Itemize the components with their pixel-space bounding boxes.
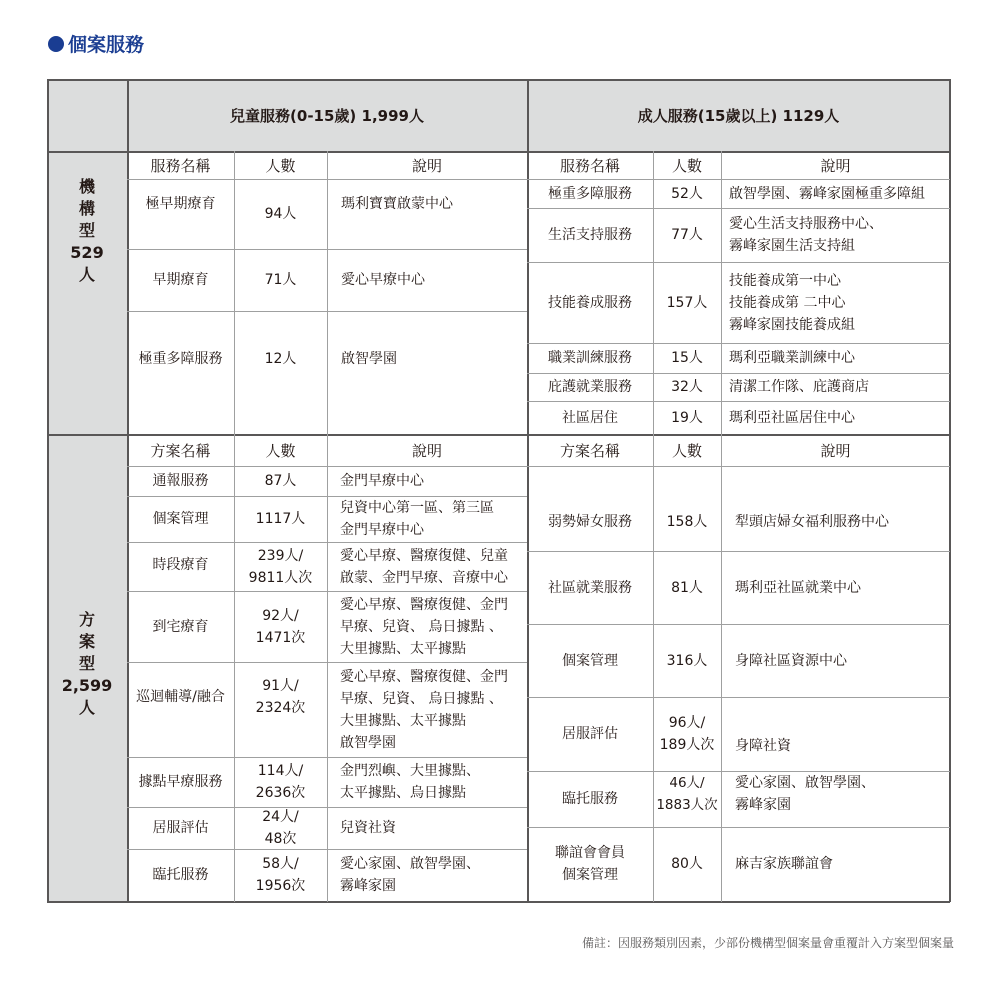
table-cell: 239人/ 9811人次 [248,547,313,586]
table-cell: 個案管理 [562,652,618,669]
table-cell: 114人/ 2636次 [255,763,306,801]
inst-adult-col-count: 人數 [671,156,702,175]
table-cell: 94人 [264,206,297,222]
table-cell: 到宅療育 [152,618,209,635]
table-cell: 58人/ 1956次 [255,856,306,894]
table-cell: 兒資社資 [340,820,396,836]
table-cell: 19人 [671,409,703,426]
table-cell: 犁頭店婦女福利服務中心 [735,513,889,530]
table-cell: 極重多障服務 [548,185,632,202]
table-cell: 87人 [264,473,297,489]
table-cell: 身障社區資源中心 [735,652,847,669]
inst-adult-col-name: 服務名稱 [559,156,620,175]
table-cell: 1117人 [255,511,306,527]
table-cell: 弱勢婦女服務 [548,513,632,530]
table-cell: 巡迴輔導/融合 [136,689,225,705]
prog-child-col-count: 人數 [265,441,296,460]
table-cell: 居服評估 [562,726,618,742]
table-cell: 時段療育 [152,557,209,573]
table-cell: 32人 [671,379,703,395]
table-cell: 據點早療服務 [138,774,223,790]
table-cell: 96人/ 189人次 [659,715,715,753]
table-cell: 技能養成第一中心 技能養成第 二中心 霧峰家園技能養成組 [729,272,855,333]
inst-child-col-count: 人數 [265,156,296,175]
prog-child-col-name: 方案名稱 [150,441,211,460]
table-cell: 77人 [671,227,703,243]
table-cell: 24人/ 48次 [262,809,299,847]
table-cell: 聯誼會會員 個案管理 [555,845,625,883]
table-cell: 極重多障服務 [138,351,223,367]
table-cell: 157人 [666,294,708,311]
table-cell: 158人 [666,513,708,530]
table-cell: 社區就業服務 [548,579,632,596]
inst-child-col-name: 服務名稱 [150,156,211,175]
table-cell: 麻吉家族聯誼會 [735,856,833,872]
table-cell: 愛心早療、醫療復健、兒童 啟蒙、金門早療、音療中心 [340,547,508,586]
table-cell: 52人 [671,185,703,202]
adult-service-header: 成人服務(15歲以上) 1129人 [637,106,840,125]
table-cell: 瑪利亞社區居住中心 [729,409,855,426]
prog-adult-col-count: 人數 [671,441,702,460]
table-cell: 啟智學園 [341,351,397,367]
table-cell: 居服評估 [152,820,209,836]
table-cell: 社區居住 [562,409,618,426]
prog-child-col-desc: 說明 [411,441,442,460]
prog-adult-col-name: 方案名稱 [559,441,620,460]
institution-type-label: 機 構 型 529 人 [70,177,104,284]
table-cell: 46人/ 1883人次 [656,775,718,813]
table-cell: 極早期療育 [145,196,216,212]
table-cell: 91人/ 2324次 [255,678,306,716]
table-cell: 臨托服務 [562,791,618,807]
program-type-label: 方 案 型 2,599 人 [61,610,113,717]
table-cell: 金門烈嶼、大里據點、 太平據點、烏日據點 [340,763,480,801]
child-service-header: 兒童服務(0-15歲) 1,999人 [230,106,424,125]
table-cell: 71人 [264,272,297,288]
table-cell: 愛心早療、醫療復健、金門 早療、兒資、 烏日據點 、 大里據點、太平據點 [340,596,508,657]
table-cell: 早期療育 [152,272,209,288]
footnote: 備註：因服務類別因素，少部份機構型個案量會重覆計入方案型個案量 [581,936,954,950]
case-service-table [47,79,950,902]
table-cell: 兒資中心第一區、第三區 金門早療中心 [340,500,494,538]
table-cell: 愛心早療中心 [341,272,425,288]
table-cell: 愛心生活支持服務中心、 霧峰家園生活支持組 [729,216,883,254]
section-title-text: 個案服務 [68,34,145,56]
table-cell: 愛心家園、啟智學園、 霧峰家園 [340,856,480,894]
table-cell: 92人/ 1471次 [255,607,306,646]
table-cell: 金門早療中心 [340,473,424,489]
table-cell: 庇護就業服務 [548,379,632,395]
table-cell: 愛心家園、啟智學園、 霧峰家園 [735,775,875,813]
table-cell: 清潔工作隊、庇護商店 [729,379,869,395]
table-cell: 81人 [671,579,703,596]
table-cell: 個案管理 [152,511,209,527]
table-cell: 愛心早療、醫療復健、金門 早療、兒資、 烏日據點 、 大里據點、太平據點 啟智學園 [340,668,508,751]
table-cell: 臨托服務 [152,867,209,883]
table-cell: 通報服務 [152,473,209,489]
table-cell: 80人 [671,856,703,872]
table-cell: 瑪利亞社區就業中心 [735,579,861,596]
prog-adult-col-desc: 說明 [820,441,851,460]
table-cell: 生活支持服務 [548,227,632,243]
section-title [48,30,144,57]
table-cell: 啟智學園、霧峰家園極重多障組 [729,185,925,202]
bullet-dot-icon [48,36,64,52]
table-cell: 12人 [264,351,297,367]
inst-adult-col-desc: 說明 [820,156,851,175]
inst-child-col-desc: 說明 [411,156,442,175]
table-cell: 15人 [671,350,703,366]
table-cell: 身障社資 [735,738,791,754]
table-cell: 316人 [666,652,708,669]
table-cell: 瑪利亞職業訓練中心 [729,350,855,366]
table-cell: 瑪利寶寶啟蒙中心 [341,196,453,212]
table-cell: 技能養成服務 [548,294,632,311]
table-cell: 職業訓練服務 [548,350,632,366]
